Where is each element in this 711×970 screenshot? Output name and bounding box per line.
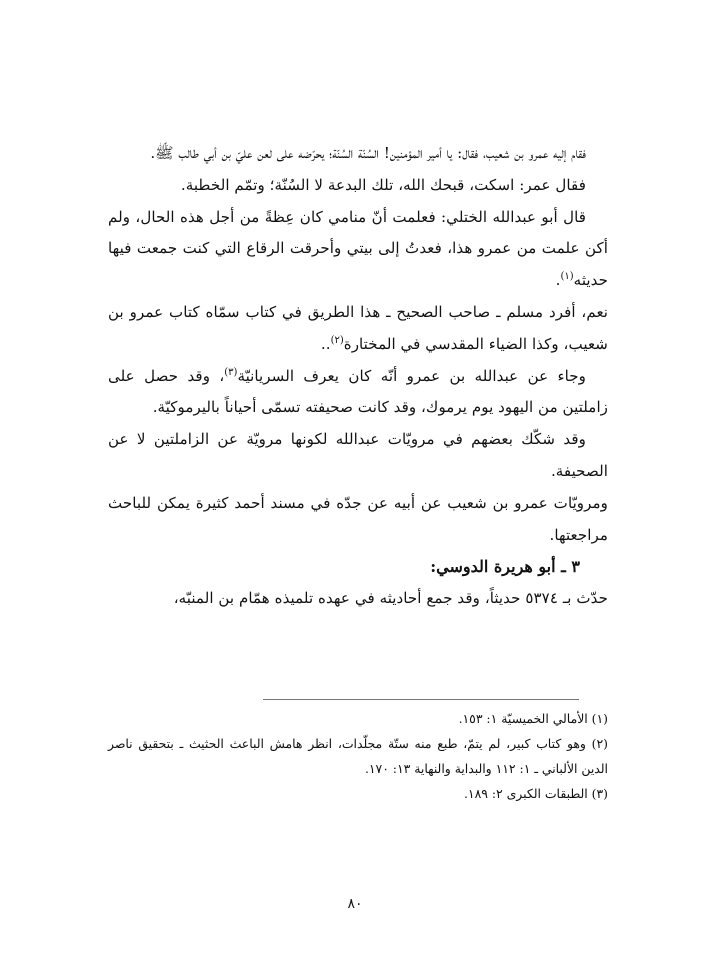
section-heading: ٣ ـ أبو هريرة الدوسي: xyxy=(430,557,580,577)
main-text xyxy=(108,138,608,615)
footnote-divider xyxy=(263,699,579,700)
page-number: ٨٠ xyxy=(347,896,363,912)
paragraph: فقال عمر: اسكت، قبحك الله، تلك البدعة لا السُنّة؛ وتمّم الخطبة. xyxy=(180,175,586,194)
footnote-ref: (٣) xyxy=(224,366,238,378)
footnote: (٢) وهو كتاب كبير، لم يتمّ، طبع منه ستّة مجلّدات، انظر هامش الباعث الحثيث ـ بتحقيق ناصر الدين الألباني ـ ١: ١١٢ والبداية والنهاية ١٣: ١٧٠. xyxy=(108,736,608,776)
footnote: (١) الأمالي الخميسيّة ١: ١٥٣. xyxy=(458,711,608,726)
paragraph: فقام إليه عمرو بن شعيب، فقال: يا أمير المؤمنين! السُنّة السُنّة؛ يحرّضه على لعن عليّ بن أبي طالب ﷺ. xyxy=(150,144,586,162)
paragraph: ومرويّات عمرو بن شعيب عن أبيه عن جدّه في مسند أحمد كثيرة يمكن للباحث مراجعتها. xyxy=(108,493,608,544)
footnotes xyxy=(108,706,608,806)
footnote: (٣) الطبقات الكبرى ٢: ١٨٩. xyxy=(463,786,608,801)
paragraph: وقد شكّك بعضهم في مرويّات عبدالله لكونها مرويّة عن الزاملتين لا عن الصحيفة. xyxy=(108,430,608,480)
paragraph: حدّث بـ ٥٣٧٤ حديثاً، وقد جمع أحاديثه في عهده تلميذه همّام بن المنبّه، xyxy=(173,589,608,608)
paragraph: نعم، أفرد مسلم ـ صاحب الصحيح ـ هذا الطريق في كتاب سمّاه كتاب عمرو بن شعيب، وكذا الضياء المقدسي في المختارة$^{(٢)}$.. xyxy=(108,302,608,353)
footnote-ref: (١) xyxy=(560,271,574,283)
paragraph: قال أبو عبدالله الختلي: فعلمت أنّ منامي كان عِظةً من أجل هذه الحال، ولم أكن علمت من عمرو هذا، فعدتُ إلى بيتي وأحرقت الرقاع التي كنت جمعت فيها حديثه$^{(١)}$. xyxy=(108,207,608,290)
paragraph: وجاء عن عبدالله بن عمرو أنّه كان يعرف السريانيّة$^{(٣)}$، وقد حصل على زاملتين من اليهود يوم يرموك، وقد كانت صحيفته تسمّى أحياناً باليرموكيّة. xyxy=(108,366,608,417)
footnote-ref: (٢) xyxy=(330,334,344,346)
